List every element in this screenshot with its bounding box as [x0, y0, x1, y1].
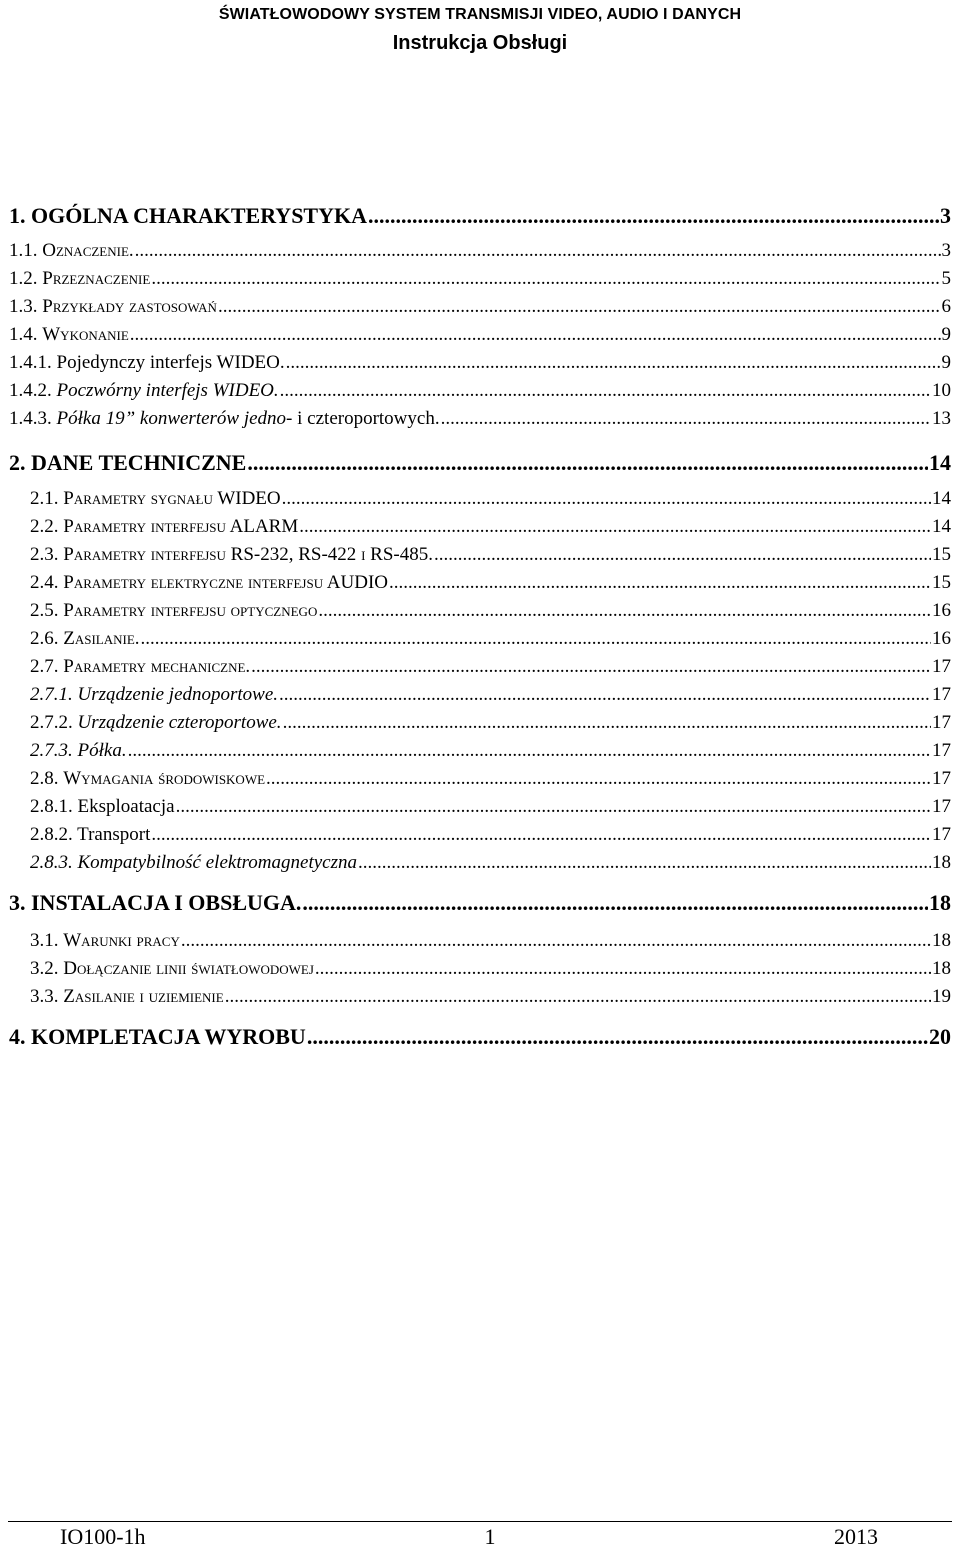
- toc-leader: [283, 712, 931, 734]
- toc-title-rest: WIDEO: [212, 488, 281, 509]
- toc-leader: [358, 852, 931, 874]
- toc-entry[interactable]: [30, 824, 951, 846]
- toc-entry[interactable]: [30, 488, 951, 510]
- toc-entry[interactable]: [30, 740, 951, 762]
- toc-leader: [368, 203, 939, 229]
- toc-entry[interactable]: [30, 656, 951, 678]
- toc-page: 18: [932, 958, 951, 979]
- toc-page: 6: [941, 296, 951, 317]
- toc-number: 2.7.3.: [30, 740, 73, 761]
- toc-title: Pojedynczy interfejs WIDEO.: [56, 352, 285, 373]
- toc-page: 16: [932, 628, 951, 649]
- toc-leader: [441, 408, 931, 430]
- toc-number: 2.1.: [30, 488, 59, 509]
- toc-title: Parametry mechaniczne.: [63, 656, 251, 677]
- toc-title: Parametry sygnału: [63, 488, 213, 509]
- toc-entry[interactable]: [9, 450, 951, 476]
- toc-title: Oznaczenie.: [42, 240, 134, 261]
- toc-number: 2.7.2.: [30, 712, 73, 733]
- toc-title-rest: ALARM: [225, 516, 299, 537]
- toc-number: 4.: [9, 1024, 26, 1049]
- toc-entry[interactable]: [30, 516, 951, 538]
- toc-leader: [282, 488, 931, 510]
- toc-leader: [251, 656, 931, 678]
- toc-title: Kompatybilność elektromagnetyczna: [77, 852, 357, 873]
- toc-title: OGÓLNA CHARAKTERYSTYKA: [31, 203, 367, 228]
- toc-title: Eksploatacja: [77, 796, 175, 817]
- toc-page: 14: [929, 450, 951, 475]
- toc-entry[interactable]: [30, 768, 951, 790]
- toc-leader: [218, 296, 941, 318]
- toc-number: 1.4.1.: [9, 352, 52, 373]
- toc-title: Parametry interfejsu optycznego: [63, 600, 318, 621]
- toc-entry[interactable]: [9, 296, 951, 318]
- toc-number: 2.8.1.: [30, 796, 73, 817]
- toc-title: Zasilanie i uziemienie: [63, 986, 224, 1007]
- toc-title: Półka.: [77, 740, 127, 761]
- toc-number: 2.7.: [30, 656, 59, 677]
- toc-number: 3.3.: [30, 986, 59, 1007]
- toc-page: 15: [932, 572, 951, 593]
- toc-page: 17: [932, 768, 951, 789]
- toc-entry[interactable]: [30, 600, 951, 622]
- toc-page: 15: [932, 544, 951, 565]
- toc-entry[interactable]: [9, 324, 951, 346]
- toc-leader: [151, 824, 931, 846]
- toc-number: 2.2.: [30, 516, 59, 537]
- footer-year: 2013: [834, 1524, 878, 1549]
- toc-title: INSTALACJA I OBSŁUGA.: [31, 890, 302, 915]
- toc-page: 17: [932, 656, 951, 677]
- toc-page: 3: [940, 203, 951, 228]
- toc-page: 18: [932, 852, 951, 873]
- toc-leader: [315, 958, 931, 980]
- toc-title-conj: i: [361, 544, 366, 565]
- toc-number: 2.3.: [30, 544, 59, 565]
- toc-entry[interactable]: [9, 890, 951, 916]
- toc-title: Dołączanie linii światłowodowej: [63, 958, 314, 979]
- toc-page: 17: [932, 824, 951, 845]
- toc-page: 9: [941, 324, 951, 345]
- toc-page: 5: [941, 268, 951, 289]
- toc-entry[interactable]: [30, 852, 951, 874]
- toc-number: 1.3.: [9, 296, 38, 317]
- toc-leader: [434, 544, 931, 566]
- toc-title-end: RS-485.: [365, 544, 433, 565]
- toc-entry[interactable]: [9, 380, 951, 402]
- toc-leader: [247, 450, 928, 476]
- toc-title: Wykonanie: [42, 324, 129, 345]
- toc-number: 2.8.3.: [30, 852, 73, 873]
- toc-title: Parametry interfejsu: [63, 516, 226, 537]
- toc-leader: [286, 352, 941, 374]
- toc-entry[interactable]: [30, 544, 951, 566]
- toc-title: Transport: [77, 824, 151, 845]
- toc-page: 14: [932, 488, 951, 509]
- toc-leader: [128, 740, 931, 762]
- toc-number: 1.1.: [9, 240, 38, 261]
- toc-entry[interactable]: [9, 268, 951, 290]
- toc-title: Parametry interfejsu: [63, 544, 226, 565]
- toc-title-rest: AUDIO: [323, 572, 389, 593]
- toc-number: 1.4.3.: [9, 408, 52, 429]
- document-header-subtitle: Instrukcja Obsługi: [392, 32, 568, 54]
- toc-entry[interactable]: [30, 628, 951, 650]
- toc-entry[interactable]: [30, 930, 951, 952]
- toc-entry[interactable]: [9, 240, 951, 262]
- toc-entry[interactable]: [30, 958, 951, 980]
- toc-title: Urządzenie jednoportowe.: [77, 684, 279, 705]
- toc-page: 18: [932, 930, 951, 951]
- toc-entry[interactable]: [9, 203, 951, 229]
- toc-number: 2.5.: [30, 600, 59, 621]
- toc-leader: [135, 240, 941, 262]
- toc-page: 17: [932, 740, 951, 761]
- footer-document-code: IO100-1h: [60, 1524, 146, 1549]
- toc-title: Przykłady zastosowań: [42, 296, 217, 317]
- toc-entry[interactable]: [9, 352, 951, 374]
- footer-divider: [8, 1521, 952, 1522]
- toc-leader: [389, 572, 931, 594]
- toc-entry[interactable]: [30, 796, 951, 818]
- toc-entry[interactable]: [9, 1024, 951, 1050]
- toc-leader: [151, 268, 940, 290]
- toc-leader: [318, 600, 931, 622]
- toc-number: 1.2.: [9, 268, 38, 289]
- toc-entry[interactable]: [30, 684, 951, 706]
- toc-leader: [307, 1024, 928, 1050]
- toc-title: Warunki pracy: [63, 930, 180, 951]
- toc-title: Przeznaczenie: [42, 268, 151, 289]
- toc-number: 2.4.: [30, 572, 59, 593]
- toc-leader: [279, 684, 931, 706]
- toc-leader: [225, 986, 931, 1008]
- footer-page-number: 1: [484, 1524, 496, 1549]
- toc-page: 17: [932, 684, 951, 705]
- toc-entry[interactable]: [30, 712, 951, 734]
- toc-page: 10: [932, 380, 951, 401]
- toc-title: Zasilanie.: [63, 628, 140, 649]
- document-header-title: ŚWIATŁOWODOWY SYSTEM TRANSMISJI VIDEO, AUDIO I DANYCH: [218, 6, 742, 23]
- toc-page: 17: [932, 796, 951, 817]
- toc-page: 14: [932, 516, 951, 537]
- toc-leader: [280, 380, 931, 402]
- toc-leader: [181, 930, 931, 952]
- toc-leader: [141, 628, 931, 650]
- toc-number: 2.7.1.: [30, 684, 73, 705]
- toc-title-rest: i czteroportowych.: [292, 408, 440, 429]
- toc-leader: [130, 324, 941, 346]
- toc-title: Poczwórny interfejs WIDEO.: [56, 380, 279, 401]
- toc-number: 1.: [9, 203, 26, 228]
- toc-number: 3.2.: [30, 958, 59, 979]
- toc-page: 17: [932, 712, 951, 733]
- toc-page: 3: [941, 240, 951, 261]
- toc-entry[interactable]: [30, 986, 951, 1008]
- toc-title: KOMPLETACJA WYROBU: [31, 1024, 306, 1049]
- toc-number: 3.: [9, 890, 26, 915]
- toc-number: 3.1.: [30, 930, 59, 951]
- toc-title: Parametry elektryczne interfejsu: [63, 572, 324, 593]
- toc-page: 13: [932, 408, 951, 429]
- toc-title: DANE TECHNICZNE: [31, 450, 247, 475]
- toc-page: 9: [941, 352, 951, 373]
- toc-number: 2.: [9, 450, 26, 475]
- toc-title: Półka 19” konwerterów jedno-: [56, 408, 293, 429]
- toc-page: 16: [932, 600, 951, 621]
- toc-number: 2.8.2.: [30, 824, 73, 845]
- toc-leader: [266, 768, 931, 790]
- toc-entry[interactable]: [9, 408, 951, 430]
- toc-number: 1.4.2.: [9, 380, 52, 401]
- toc-title-rest: RS-232, RS-422: [225, 544, 362, 565]
- toc-leader: [302, 890, 928, 916]
- toc-number: 2.6.: [30, 628, 59, 649]
- toc-page: 20: [929, 1024, 951, 1049]
- toc-page: 19: [932, 986, 951, 1007]
- toc-number: 1.4.: [9, 324, 38, 345]
- toc-number: 2.8.: [30, 768, 59, 789]
- toc-leader: [299, 516, 931, 538]
- toc-title: Wymagania środowiskowe: [63, 768, 266, 789]
- toc-page: 18: [929, 890, 951, 915]
- toc-title: Urządzenie czteroportowe.: [77, 712, 282, 733]
- toc-leader: [176, 796, 931, 818]
- toc-entry[interactable]: [30, 572, 951, 594]
